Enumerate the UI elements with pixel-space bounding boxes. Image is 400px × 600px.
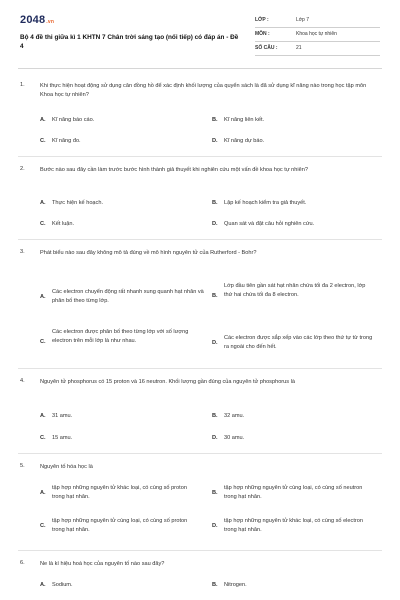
- option-letter: D.: [212, 523, 218, 529]
- option-text: Kĩ năng báo cáo.: [52, 117, 95, 123]
- option-text: tập hợp những nguyên tử cùng loại, có cùng số proton trong hạt nhân.: [52, 518, 188, 534]
- exam-header: [20, 14, 380, 68]
- option-text: 31 amu.: [52, 413, 73, 419]
- option-letter: A.: [40, 294, 46, 300]
- meta-key: LỚP :: [255, 17, 269, 23]
- meta-row-count: [255, 42, 380, 56]
- option-text: Thực hiện kế hoạch.: [52, 200, 104, 206]
- option-letter: B.: [212, 582, 218, 588]
- option-text: 32 amu.: [224, 413, 245, 419]
- question-text: Phát biểu nào sau đây không mô tả đúng về mô hình nguyên tử của Rutherford - Bohr?: [40, 250, 257, 256]
- exam-meta: [255, 14, 380, 56]
- option-text: tập hợp những nguyên tử cùng loại, có cùng số neutron trong hạt nhân.: [224, 485, 363, 501]
- option-text: Kết luận.: [52, 221, 75, 227]
- question-text: Nguyên tố hóa học là: [40, 464, 93, 470]
- option-letter: B.: [212, 293, 218, 299]
- question-text: Khi thực hiện hoạt động sử dụng cân đồng hồ để xác định khối lượng của quyển sách là đã sử dụng kĩ năng nào trong học tập môn Khoa học tự nhiên?: [40, 83, 367, 99]
- option-text: Sodium.: [52, 582, 73, 588]
- question-divider: [18, 368, 382, 369]
- option-text: Nitrogen.: [224, 582, 247, 588]
- meta-value: Lớp 7: [296, 17, 310, 23]
- meta-key: SỐ CÂU :: [255, 45, 278, 51]
- option-text: Kĩ năng đo.: [52, 138, 81, 144]
- meta-row-class: [255, 14, 380, 28]
- question-number: 5.: [20, 463, 25, 469]
- option-text: Các electron chuyển động rất nhanh xung quanh hạt nhân và phân bố theo từng lớp.: [52, 289, 204, 305]
- meta-value: Khoa học tự nhiên: [296, 31, 337, 37]
- question-number: 2.: [20, 166, 25, 172]
- question-divider: [18, 550, 382, 551]
- option-letter: A.: [40, 413, 46, 419]
- option-text: Quan sát và đặt câu hỏi nghiên cứu.: [224, 221, 315, 227]
- question-divider: [18, 239, 382, 240]
- option-letter: C.: [40, 435, 46, 441]
- option-text: Các electron được sắp xếp vào các lớp theo thứ tự từ trong ra ngoài cho đến hết.: [224, 335, 373, 351]
- option-letter: C.: [40, 138, 46, 144]
- meta-value: 21: [296, 45, 302, 51]
- option-text: 30 amu.: [224, 435, 245, 441]
- option-letter: B.: [212, 490, 218, 496]
- option-text: Các electron được phân bố theo từng lớp với số lượng electron trên mỗi lớp là như nhau.: [52, 329, 189, 345]
- option-letter: A.: [40, 490, 46, 496]
- site-logo[interactable]: [20, 14, 54, 26]
- option-letter: C.: [40, 339, 46, 345]
- logo-text: 2048: [20, 14, 46, 26]
- option-text: tập hợp những nguyên tử khác loại, có cùng số proton trong hạt nhân.: [52, 485, 187, 501]
- question-text: Ne là kí hiệu hoá học của nguyên tố nào sau đây?: [40, 561, 165, 567]
- question-number: 1.: [20, 82, 25, 88]
- question-divider: [18, 156, 382, 157]
- option-letter: D.: [212, 340, 218, 346]
- option-letter: C.: [40, 221, 46, 227]
- option-letter: B.: [212, 117, 218, 123]
- option-letter: D.: [212, 138, 218, 144]
- option-text: 15 amu.: [52, 435, 73, 441]
- question-text: Nguyên tử phosphorus có 15 proton và 16 neutron. Khối lượng gần đúng của nguyên tử phosphorus là: [40, 379, 295, 385]
- question-text: Bước nào sau đây cần làm trước bước hình thành giả thuyết khi nghiên cứu một vấn đề khoa học tự nhiên?: [40, 167, 308, 173]
- option-letter: B.: [212, 413, 218, 419]
- option-letter: A.: [40, 200, 46, 206]
- option-letter: C.: [40, 523, 46, 529]
- exam-title: Bộ 4 đề thi giữa kì 1 KHTN 7 Chân trời sáng tạo (nối tiếp) có đáp án - Đề 4: [20, 34, 239, 50]
- logo-tld: .vn: [46, 19, 55, 25]
- question-divider: [18, 453, 382, 454]
- option-text: Kĩ năng liên kết.: [224, 117, 265, 123]
- option-text: Kĩ năng dự báo.: [224, 138, 265, 144]
- option-text: Lập kế hoạch kiểm tra giả thuyết.: [224, 200, 307, 206]
- option-letter: D.: [212, 221, 218, 227]
- question-number: 4.: [20, 378, 25, 384]
- option-letter: B.: [212, 200, 218, 206]
- question-number: 3.: [20, 249, 25, 255]
- header-divider: [18, 68, 382, 69]
- meta-row-subject: [255, 28, 380, 42]
- question-number: 6.: [20, 560, 25, 566]
- option-text: tập hợp những nguyên tử khác loại, có cùng số electron trong hạt nhân.: [224, 518, 363, 534]
- option-letter: D.: [212, 435, 218, 441]
- option-letter: A.: [40, 582, 46, 588]
- option-letter: A.: [40, 117, 46, 123]
- meta-key: MÔN :: [255, 31, 270, 37]
- option-text: Lớp đầu tiên gần sát hạt nhân chứa tối đa 2 electron, lớp thứ hai chứa tối đa 8 electron.: [224, 283, 366, 299]
